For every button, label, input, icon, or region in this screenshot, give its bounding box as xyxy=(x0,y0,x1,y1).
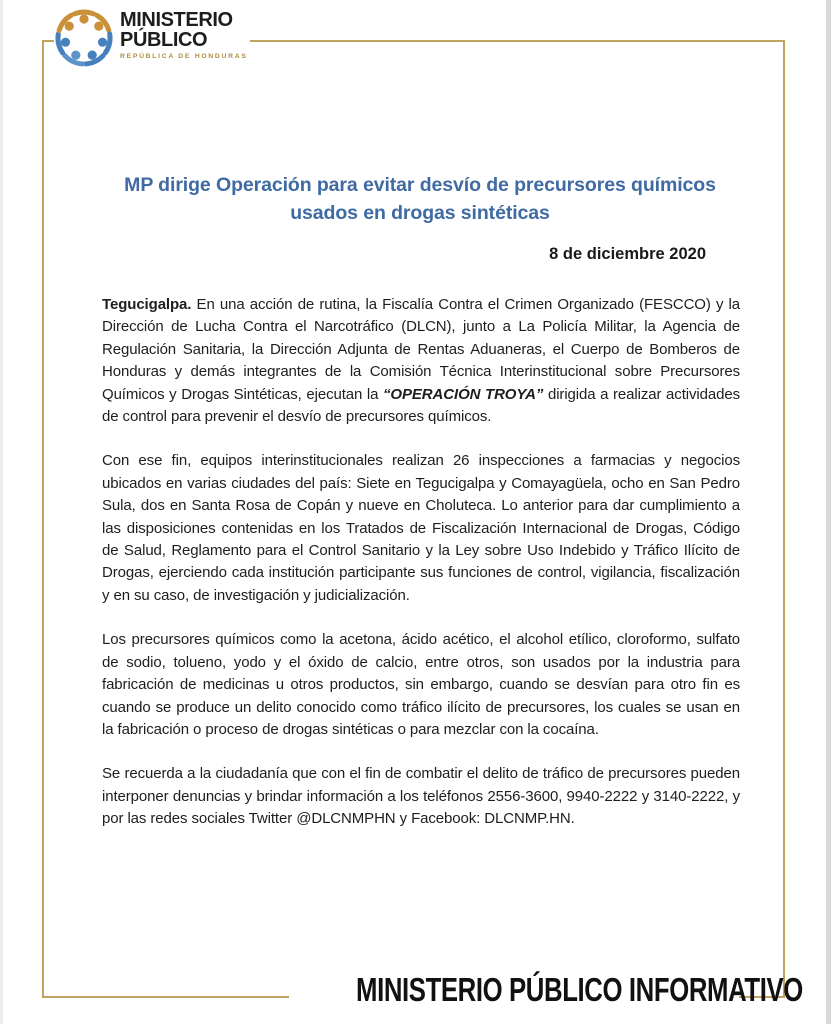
operation-name: “OPERACIÓN TROYA” xyxy=(383,385,544,403)
title-line-2: usados en drogas sintéticas xyxy=(290,201,550,224)
gold-frame-bottom-left xyxy=(42,996,289,998)
people-circle-emblem-icon xyxy=(54,8,114,68)
footer-banner xyxy=(293,971,803,1009)
press-release-body xyxy=(102,294,740,853)
logo-title-line1: MINISTERIO xyxy=(120,9,233,31)
logo-subtitle: REPÚBLICA DE HONDURAS xyxy=(120,53,248,60)
press-release-title xyxy=(100,172,740,227)
ministerio-publico-logo xyxy=(54,0,250,76)
scan-edge-left xyxy=(0,0,3,1024)
paragraph-1-text-b: dirigida a realizar actividades de control para prevenir el desvío de precursores químicos. xyxy=(102,385,741,426)
footer-banner-text: MINISTERIO PÚBLICO INFORMATIVO xyxy=(356,971,803,1008)
paragraph-3: Los precursores químicos como la acetona, ácido acético, el alcohol etílico, cloroformo, sulfato de sodio, tolueno, yodo y el óxido de calcio, entre otros, son usados por la industria para fabricación de medicinas u otros productos, sin embargo, cuando se desvían para otro fin es cuando se produce un delito conocido como tráfico ilícito de precursores, los cuales se usan en la fabricación o proceso de drogas sintéticas o para mezclar con la cocaína. xyxy=(102,631,740,738)
gold-frame-right xyxy=(783,40,785,998)
paragraph-1 xyxy=(102,294,740,428)
logo-text-block xyxy=(120,10,248,60)
paragraph-1-dateline: Tegucigalpa. xyxy=(102,296,192,313)
scan-edge-right xyxy=(826,0,831,1024)
press-release-date: 8 de diciembre 2020 xyxy=(549,245,706,263)
title-line-1: MP dirige Operación para evitar desvío de precursores químicos xyxy=(124,174,716,196)
gold-frame-left xyxy=(42,40,44,998)
paragraph-1-text-a: En una acción de rutina, la Fiscalía Contra el Crimen Organizado (FESCCO) y la Dirección de Lucha Contra el Narcotráfico (DLCN), junto a La Policía Militar, la Agencia de Regulación Sanitaria, la Dirección Adjunta de Rentas Aduaneras, el Cuerpo de Bomberos de Honduras y demás integrantes de la Comisión Técnica Interinstitucional sobre Precursores Químicos y Drogas Sintéticas, ejecutan la xyxy=(102,296,740,403)
logo-title-line2: PÚBLICO xyxy=(120,29,208,51)
paragraph-2: Con ese fin, equipos interinstitucionales realizan 26 inspecciones a farmacias y negocios ubicados en varias ciudades del país: Siete en Tegucigalpa y Comayagüela, ocho en San Pedro Sula, dos en Santa Rosa de Copán y nueve en Choluteca. Lo anterior para dar cumplimiento a las disposiciones contenidas en los Tratados de Fiscalización Internacional de Drogas, Código de Salud, Reglamento para el Control Sanitario y la Ley sobre Uso Indebido y Tráfico Ilícito de Drogas, ejerciendo cada institución participante sus funciones de control, vigilancia, fiscalización y en su caso, de investigación y judicialización. xyxy=(102,452,740,604)
paragraph-4: Se recuerda a la ciudadanía que con el fin de combatir el delito de tráfico de precursores pueden interponer denuncias y brindar información a los teléfonos 2556-3600, 9940-2222 y 3140-2222, y por las redes sociales Twitter @DLCNMPHN y Facebook: DLCNMP.HN. xyxy=(102,765,740,828)
